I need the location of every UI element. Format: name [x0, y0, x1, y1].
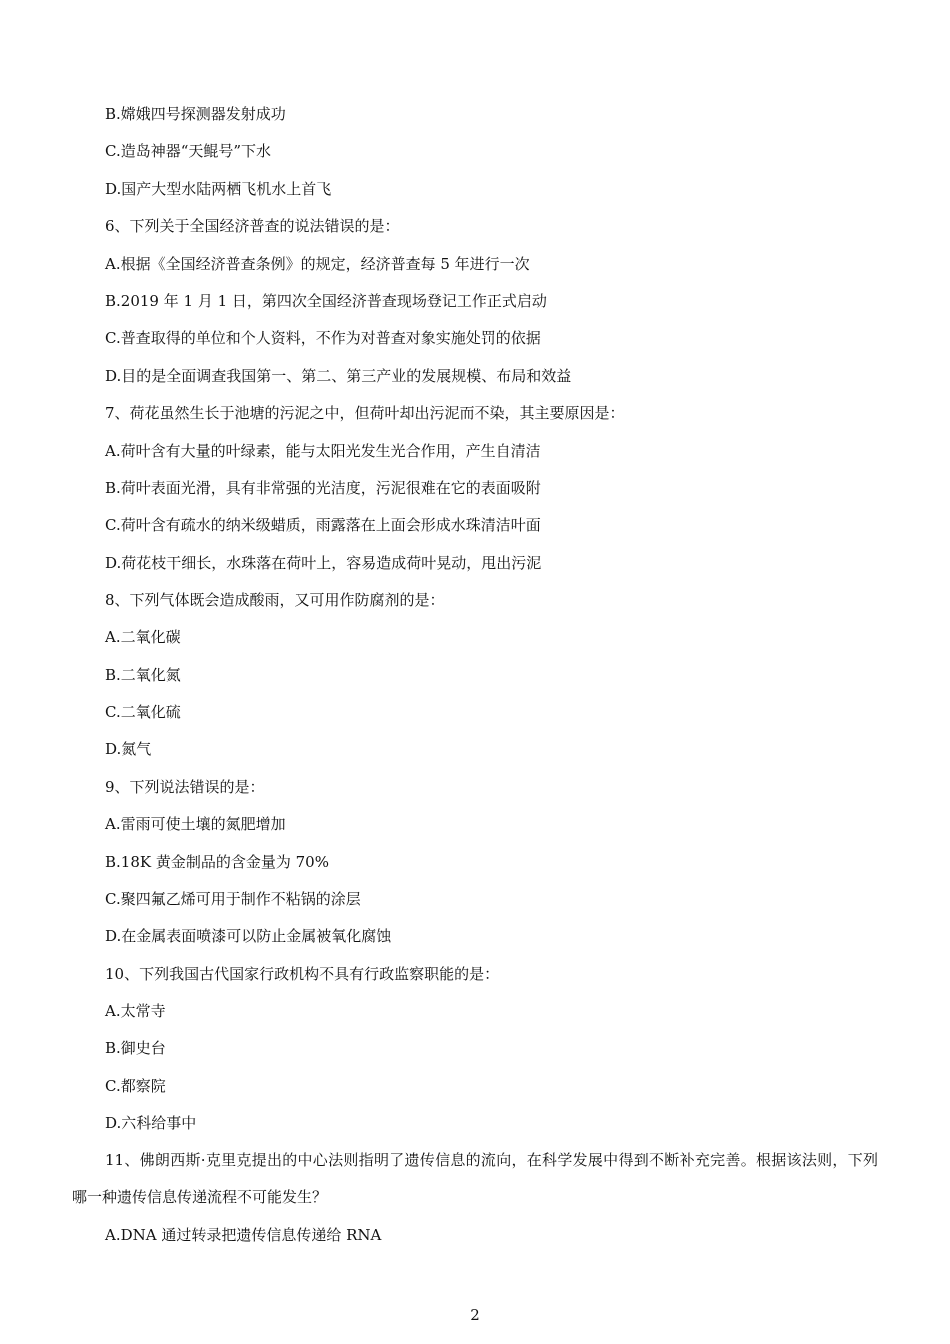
question-10: 10、下列我国古代国家行政机构不具有行政监察职能的是： [105, 965, 500, 983]
q8-option-b: B.二氧化氮 [105, 666, 181, 684]
q8-option-c: C.二氧化硫 [105, 703, 181, 721]
q10-option-d: D.六科给事中 [105, 1114, 197, 1132]
question-7: 7、荷花虽然生长于池塘的污泥之中，但荷叶却出污泥而不染，其主要原因是： [105, 404, 625, 422]
q9-option-d: D.在金属表面喷漆可以防止金属被氧化腐蚀 [105, 927, 392, 945]
question-6: 6、下列关于全国经济普查的说法错误的是： [105, 217, 400, 235]
q7-option-c: C.荷叶含有疏水的纳米级蜡质，雨露落在上面会形成水珠清洁叶面 [105, 516, 541, 534]
q9-option-c: C.聚四氟乙烯可用于制作不粘锅的涂层 [105, 890, 361, 908]
question-11: 11、佛朗西斯·克里克提出的中心法则指明了遗传信息的流向，在科学发展中得到不断补充完善。根据该法则，下列哪一种遗传信息传递流程不可能发生？ [72, 1151, 878, 1206]
q6-option-d: D.目的是全面调查我国第一、第二、第三产业的发展规模、布局和效益 [105, 367, 572, 385]
question-8: 8、下列气体既会造成酸雨，又可用作防腐剂的是： [105, 591, 445, 609]
q6-option-a: A.根据《全国经济普查条例》的规定，经济普查每 5 年进行一次 [105, 255, 530, 273]
q8-option-d: D.氮气 [105, 740, 152, 758]
q11-option-a: A.DNA 通过转录把遗传信息传递给 RNA [105, 1226, 382, 1244]
q7-option-d: D.荷花枝干细长，水珠落在荷叶上，容易造成荷叶晃动，甩出污泥 [105, 554, 542, 572]
page-number: 2 [470, 1306, 480, 1324]
q6-option-c: C.普查取得的单位和个人资料，不作为对普查对象实施处罚的依据 [105, 329, 541, 347]
question-9: 9、下列说法错误的是： [105, 778, 265, 796]
q9-option-b: B.18K 黄金制品的含金量为 70% [105, 853, 329, 871]
q6-option-b: B.2019 年 1 月 1 日，第四次全国经济普查现场登记工作正式启动 [105, 292, 547, 310]
q5-option-d: D.国产大型水陆两栖飞机水上首飞 [105, 180, 332, 198]
q7-option-b: B.荷叶表面光滑，具有非常强的光洁度，污泥很难在它的表面吸附 [105, 479, 541, 497]
q8-option-a: A.二氧化碳 [105, 628, 181, 646]
q10-option-a: A.太常寺 [105, 1002, 166, 1020]
q7-option-a: A.荷叶含有大量的叶绿素，能与太阳光发生光合作用，产生自清洁 [105, 442, 541, 460]
q5-option-c: C.造岛神器“天鲲号”下水 [105, 142, 272, 160]
q5-option-b: B.嫦娥四号探测器发射成功 [105, 105, 286, 123]
q10-option-b: B.御史台 [105, 1039, 166, 1057]
q10-option-c: C.都察院 [105, 1077, 166, 1095]
q9-option-a: A.雷雨可使土壤的氮肥增加 [105, 815, 286, 833]
